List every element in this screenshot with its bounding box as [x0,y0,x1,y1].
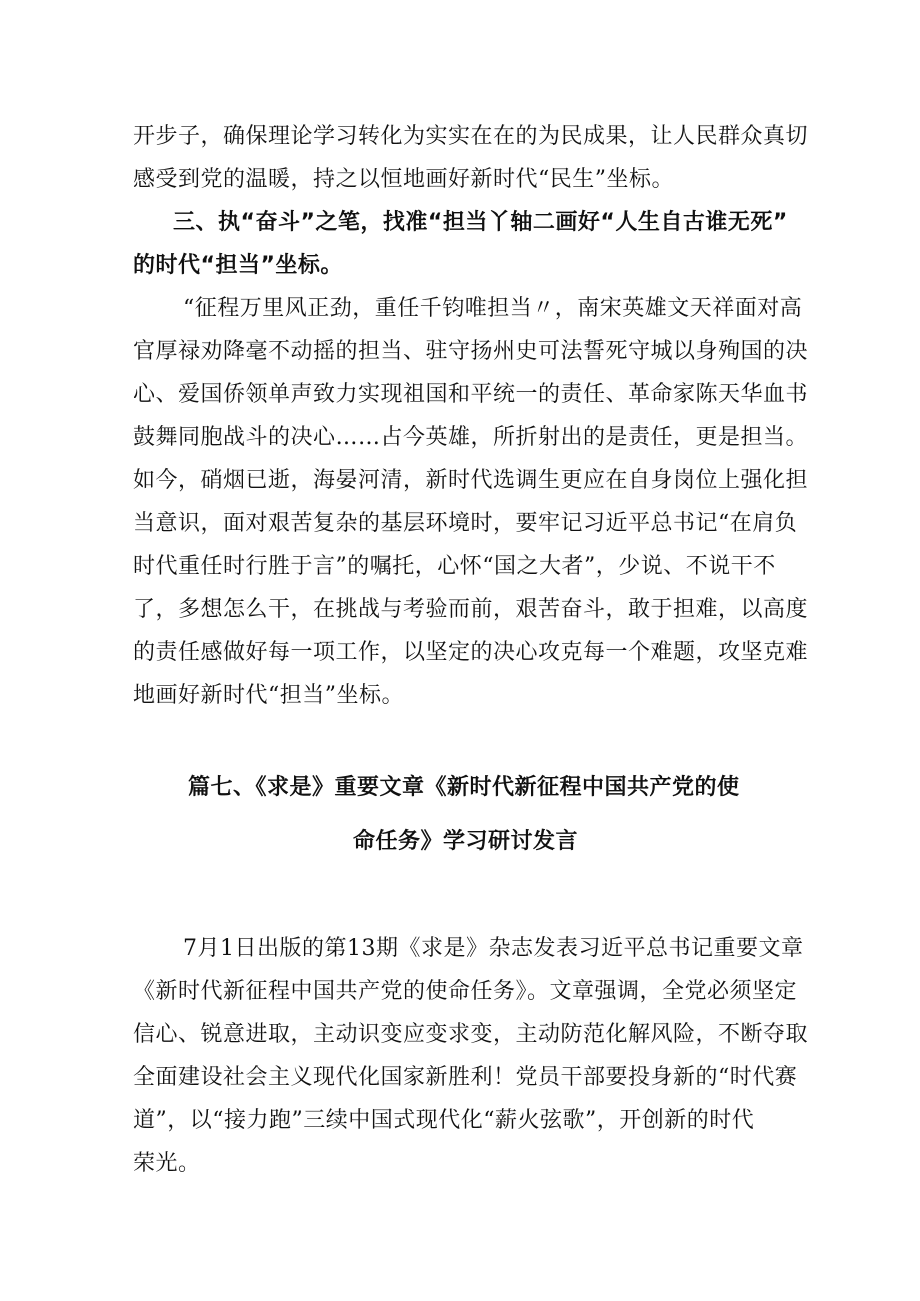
paragraph-line: 鼓舞同胞战斗的决心……占今英雄，所折射出的是责任，更是担当。 [133,425,809,450]
section-heading: 的时代“担当”坐标。 [133,253,343,278]
paragraph-line: 地画好新时代“担当”坐标。 [133,683,404,708]
paragraph-line: 《新时代新征程中国共产党的使命任务》。文章强调，全党必须坚定 [133,979,798,1004]
paragraph-line: 开步子，确保理论学习转化为实实在在的为民成果，让人民群众真切 [133,124,809,149]
article-title: 篇七、《求是》重要文章《新时代新征程中国共产党的使 [188,775,740,800]
paragraph-line: 7月1日出版的第13期《求是》杂志发表习近平总书记重要文章 [183,936,804,961]
paragraph-line: “征程万里风正劲，重任千钧唯担当〃，南宋英雄文天祥面对高 [183,296,803,321]
paragraph-line: 心、爱国侨领单声致力实现祖国和平统一的责任、革命家陈天华血书 [133,382,809,407]
paragraph-line: 了，多想怎么干，在挑战与考验而前，艰苦奋斗，敢于担难，以高度 [133,597,809,622]
section-heading: 三、执“奋斗”之笔，找准“担当丫轴二画好“人生自古谁无死” [173,210,788,235]
paragraph-line: 信心、锐意进取，主动识变应变求变，主动防范化解风险，不断夺取 [133,1022,809,1047]
paragraph-line: 当意识，面对艰苦复杂的基层环境时，要牢记习近平总书记“在肩负 [133,511,798,536]
paragraph-line: 官厚禄劝降毫不动摇的担当、驻守扬州史可法誓死守城以身殉国的决 [133,339,809,364]
paragraph-line: 全面建设社会主义现代化国家新胜利！党员干部要投身新的“时代赛 [133,1065,798,1090]
paragraph-line: 如今，硝烟已逝，海晏河清，新时代选调生更应在自身岗位上强化担 [133,468,809,493]
article-title: 命任务》学习研讨发言 [353,829,579,854]
paragraph-line: 荣光。 [133,1151,201,1176]
paragraph-line: 的责任感做好每一项工作，以坚定的决心攻克每一个难题，攻坚克难 [133,640,809,665]
paragraph-line: 时代重任时行胜于言”的嘱托，心怀“国之大者”，少说、不说干不 [133,554,776,579]
paragraph-line: 道”，以“接力跑”三续中国式现代化“薪火弦歌”，开创新的时代 [133,1108,755,1133]
paragraph-line: 感受到党的温暖，持之以恒地画好新时代“民生”坐标。 [133,167,674,192]
